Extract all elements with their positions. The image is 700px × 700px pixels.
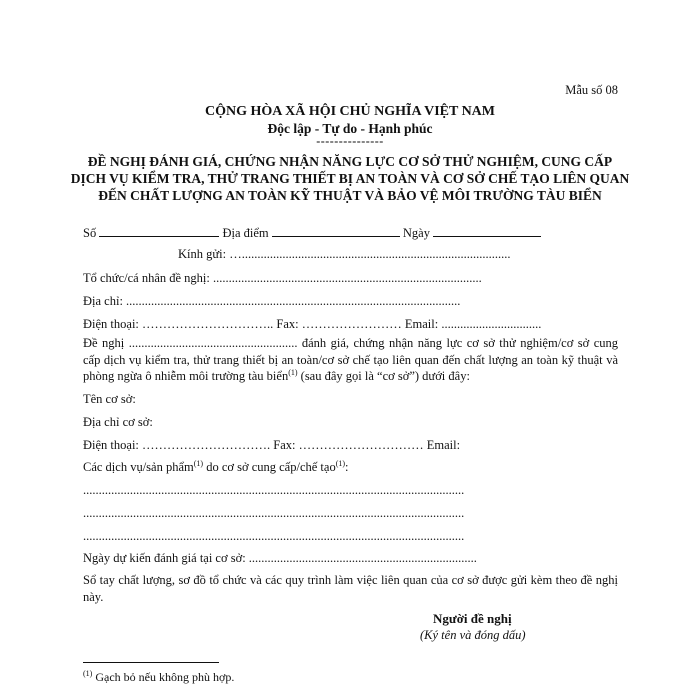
dich-vu-text-c: :	[345, 460, 349, 474]
dien-thoai-line-1[interactable]: Điện thoại: ………………………….. Fax: …………………… Email: ................................	[83, 317, 542, 331]
kinh-gui-line[interactable]: Kính gửi: …......................................................................................	[178, 247, 511, 261]
to-chuc-line[interactable]: Tổ chức/cá nhân đề nghị: ......................................................................................	[83, 271, 482, 285]
form-number: Mẫu số 08	[565, 83, 618, 97]
document-title: ĐỀ NGHỊ ĐÁNH GIÁ, CHỨNG NHẬN NĂNG LỰC CƠ SỞ THỬ NGHIỆM, CUNG CẤP DỊCH VỤ KIỂM TRA, THỬ TRANG THIẾT BỊ AN TOÀN VÀ CƠ SỞ CHẾ TẠO LIÊN QUAN ĐẾN CHẤT LƯỢNG AN TOÀN KỸ THUẬT VÀ BẢO VỆ MÔI TRƯỜNG TÀU BIỂN	[70, 154, 630, 203]
ngay-du-kien-line[interactable]: Ngày dự kiến đánh giá tại cơ sở: .........................................................................	[83, 551, 477, 565]
signer-note: (Ký tên và đóng dấu)	[420, 628, 526, 642]
request-footnote-ref: (1)	[288, 367, 298, 377]
dia-diem-label: Địa điểm	[222, 226, 269, 240]
ngay-label: Ngày	[402, 226, 430, 240]
header-fields-line	[83, 224, 541, 241]
dich-vu-dotted-line-1[interactable]: ..........................................................................................................................	[83, 483, 465, 497]
footnote-mark: (1)	[83, 669, 93, 678]
request-text: Đề nghị ...................................................... đánh giá, chứng nhận năng lực cơ sở thử nghiệm/cơ sở cung cấp dịch vụ kiểm tra, thử trang thiết bị an toàn/cơ sở chế tạo liên quan đến chất lượng an toàn kỹ thuật và phòng ngừa ô nhiễm môi trường tàu biển	[83, 336, 618, 383]
dich-vu-footnote-ref-1: (1)	[193, 458, 204, 468]
dich-vu-dotted-line-3[interactable]: ..........................................................................................................................	[83, 529, 465, 543]
ten-co-so-line[interactable]: Tên cơ sở:	[83, 392, 136, 406]
dia-chi-line[interactable]: Địa chỉ: ...........................................................................................................	[83, 294, 461, 308]
national-motto: Độc lập - Tự do - Hạnh phúc	[267, 121, 433, 136]
dien-thoai-line-2[interactable]: Điện thoại: …………………………. Fax: ………………………… Email:	[83, 438, 461, 452]
footnote-text: Gạch bỏ nếu không phù hợp.	[92, 670, 235, 684]
dia-diem-blank[interactable]	[272, 224, 400, 237]
national-title: CỘNG HÒA XÃ HỘI CHỦ NGHĨA VIỆT NAM	[204, 104, 495, 119]
title-separator: ---------------	[316, 134, 384, 148]
dich-vu-text-a: Các dịch vụ/sản phẩm	[83, 460, 194, 474]
request-paragraph	[83, 335, 618, 385]
ngay-blank[interactable]	[433, 224, 541, 237]
dich-vu-line	[83, 460, 349, 475]
so-label: Số	[83, 226, 97, 240]
dich-vu-text-b: do cơ sở cung cấp/chế tạo	[203, 460, 336, 474]
footnote-divider	[83, 662, 219, 663]
footnote	[83, 670, 234, 685]
dich-vu-dotted-line-2[interactable]: ..........................................................................................................................	[83, 506, 465, 520]
request-tail: (sau đây gọi là “cơ sở”) dưới đây:	[297, 369, 470, 383]
so-blank[interactable]	[99, 224, 219, 237]
signer-title: Người đề nghị	[433, 611, 512, 626]
dich-vu-footnote-ref-2: (1)	[335, 458, 346, 468]
dia-chi-co-so-line[interactable]: Địa chỉ cơ sở:	[83, 415, 153, 429]
attachments-paragraph: Sổ tay chất lượng, sơ đồ tổ chức và các quy trình làm việc liên quan của cơ sở được gửi kèm theo đề nghị này.	[83, 573, 618, 604]
